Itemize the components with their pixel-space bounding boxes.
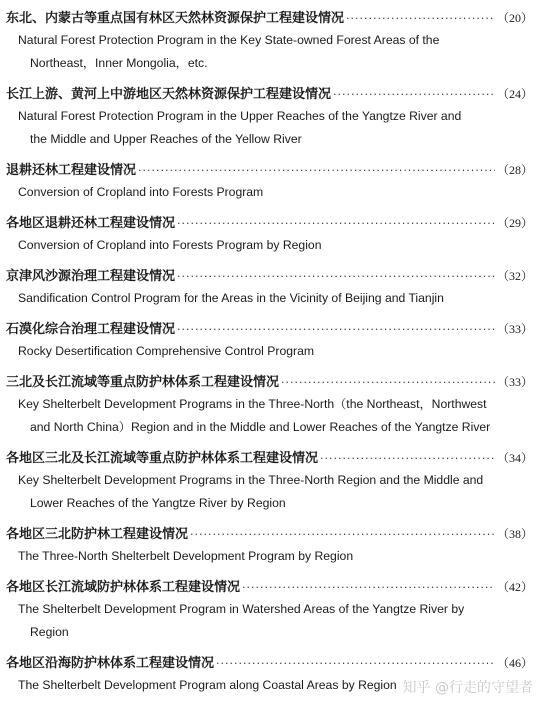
toc-title-en-line1: Natural Forest Protection Program in the Key State-owned Forest Areas of the — [18, 33, 440, 47]
toc-title-en-line1: The Shelterbelt Development Program in Watershed Areas of the Yangtze River by — [18, 602, 465, 616]
toc-title-en — [0, 234, 545, 257]
page-number: （33） — [496, 375, 533, 389]
dot-leader — [346, 8, 495, 29]
dot-leader — [177, 266, 495, 287]
toc-title-en-line2: Region — [30, 625, 69, 639]
dot-leader — [138, 160, 495, 181]
toc-title-en-line1: Natural Forest Protection Program in the Upper Reaches of the Yangtze River and — [18, 109, 462, 123]
toc-heading-zh[interactable] — [0, 448, 545, 469]
toc-heading-zh[interactable] — [0, 266, 545, 287]
toc-heading-zh[interactable] — [0, 577, 545, 598]
toc-title-zh: 退耕还林工程建设情况 — [6, 163, 137, 178]
page-number: （33） — [496, 322, 533, 336]
zhihu-watermark: 知乎 @行走的守望者 — [402, 680, 533, 696]
dot-leader — [281, 372, 495, 393]
toc-title-en — [0, 469, 545, 515]
toc-title-en — [0, 545, 545, 568]
toc-title-zh: 各地区退耕还林工程建设情况 — [6, 216, 176, 231]
toc-entry — [0, 448, 545, 515]
toc-title-zh: 京津风沙源治理工程建设情况 — [6, 269, 176, 284]
toc-heading-zh[interactable] — [0, 372, 545, 393]
toc-title-en — [0, 393, 545, 439]
toc-title-en — [0, 29, 545, 75]
toc-title-en-line2: Northeast，Inner Mongolia，etc. — [30, 56, 208, 70]
toc-title-en-line1: Key Shelterbelt Development Programs in the Three-North（the Northeast，Northwest — [18, 397, 487, 411]
toc-title-zh: 石漠化综合治理工程建设情况 — [6, 322, 176, 337]
toc-entry — [0, 372, 545, 439]
page-number: （38） — [496, 527, 533, 541]
toc-title-zh: 东北、内蒙古等重点国有林区天然林资源保护工程建设情况 — [6, 11, 345, 26]
toc-heading-zh[interactable] — [0, 319, 545, 340]
toc-title-en — [0, 340, 545, 363]
page-number: （28） — [496, 163, 533, 177]
dot-leader — [242, 577, 495, 598]
toc-title-en-line1: Conversion of Cropland into Forests Program by Region — [18, 238, 322, 252]
page-number: （29） — [496, 216, 533, 230]
toc-title-en — [0, 181, 545, 204]
dot-leader — [333, 84, 495, 105]
toc-title-en — [0, 105, 545, 151]
toc-title-en-line2: the Middle and Upper Reaches of the Yellow River — [30, 132, 302, 146]
page-number: （42） — [496, 580, 533, 594]
page-number: （34） — [496, 451, 533, 465]
toc-heading-zh[interactable] — [0, 84, 545, 105]
toc-heading-zh[interactable] — [0, 653, 545, 674]
toc-title-en-line1: Key Shelterbelt Development Programs in the Three-North Region and the Middle and — [18, 473, 484, 487]
toc-entry — [0, 213, 545, 257]
toc-entry — [0, 84, 545, 151]
toc-title-en-line2: Lower Reaches of the Yangtze River by Region — [30, 496, 286, 510]
toc-entry — [0, 524, 545, 568]
toc-title-zh: 各地区沿海防护林体系工程建设情况 — [6, 656, 215, 671]
toc-title-en — [0, 287, 545, 310]
toc-entry — [0, 319, 545, 363]
dot-leader — [177, 319, 495, 340]
toc-heading-zh[interactable] — [0, 213, 545, 234]
toc-entry — [0, 160, 545, 204]
toc-entry — [0, 577, 545, 644]
toc-heading-zh[interactable] — [0, 8, 545, 29]
dot-leader — [320, 448, 495, 469]
page-number: （24） — [496, 87, 533, 101]
toc-entry — [0, 8, 545, 75]
toc-entry — [0, 266, 545, 310]
toc-title-en-line1: The Shelterbelt Development Program along Coastal Areas by Region — [18, 678, 397, 692]
toc-heading-zh[interactable] — [0, 524, 545, 545]
toc-title-zh: 各地区三北防护林工程建设情况 — [6, 527, 189, 542]
toc-heading-zh[interactable] — [0, 160, 545, 181]
page-number: （46） — [496, 656, 533, 670]
dot-leader — [190, 524, 495, 545]
toc-title-en-line1: Sandification Control Program for the Areas in the Vicinity of Beijing and Tianjin — [18, 291, 444, 305]
toc-title-zh: 长江上游、黄河上中游地区天然林资源保护工程建设情况 — [6, 87, 332, 102]
toc-title-en-line1: Rocky Desertification Comprehensive Control Program — [18, 344, 314, 358]
page-number: （32） — [496, 269, 533, 283]
toc-title-en — [0, 598, 545, 644]
toc-title-zh: 各地区长江流域防护林体系工程建设情况 — [6, 580, 241, 595]
toc-title-en-line1: The Three-North Shelterbelt Development Program by Region — [18, 549, 354, 563]
dot-leader — [177, 213, 495, 234]
dot-leader — [216, 653, 495, 674]
page-number: （20） — [496, 11, 533, 25]
toc-title-en-line1: Conversion of Cropland into Forests Program — [18, 185, 264, 199]
toc-title-en-line2: and North China）Region and in the Middle and Lower Reaches of the Yangtze River — [30, 420, 491, 434]
toc-title-zh: 三北及长江流域等重点防护林体系工程建设情况 — [6, 375, 280, 390]
toc-title-zh: 各地区三北及长江流域等重点防护林体系工程建设情况 — [6, 451, 319, 466]
